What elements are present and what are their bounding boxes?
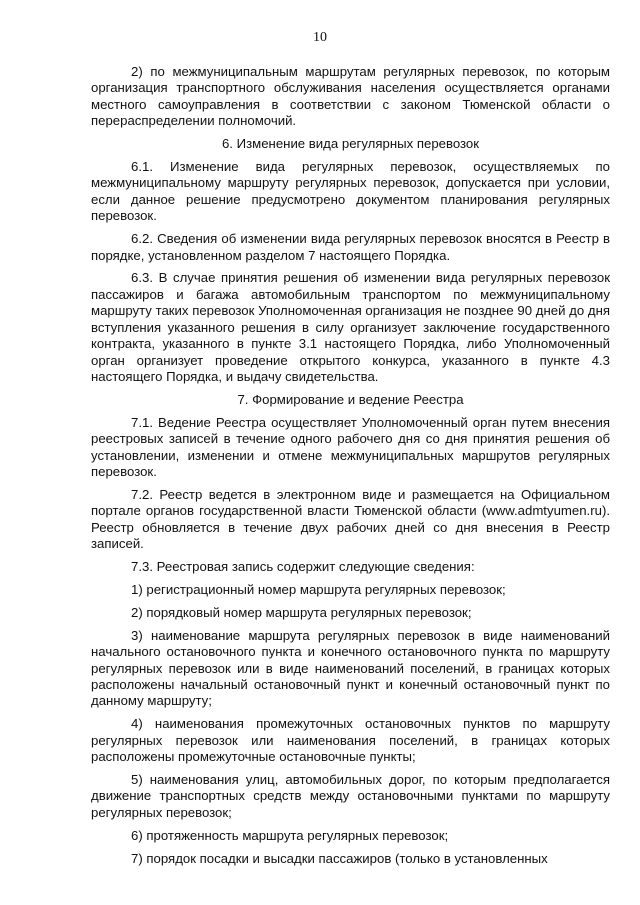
paragraph-7-3: 7.3. Реестровая запись содержит следующие сведения:	[131, 558, 475, 574]
page-number: 10	[313, 30, 327, 45]
paragraph-7-2: 7.2. Реестр ведется в электронном виде и размещается на Официальном портале органов государственной власти Тюменской области (www.admtyumen.ru). Реестр обновляется в течение двух рабочих дней со дня внесения в Реестр записей.	[91, 486, 610, 552]
list-item-5: 5) наименования улиц, автомобильных дорог, по которым предполагается движение транспортных средств между остановочными пунктами по маршруту регулярных перевозок;	[91, 771, 610, 820]
section-heading-6: 6. Изменение вида регулярных перевозок	[221, 136, 480, 152]
list-item-2: 2) порядковый номер маршрута регулярных перевозок;	[131, 604, 472, 620]
list-item-4: 4) наименования промежуточных остановочных пунктов по маршруту регулярных перевозок или наименования поселений, в границах которых расположены промежуточные остановочные пункты;	[91, 716, 610, 765]
paragraph-6-2: 6.2. Сведения об изменении вида регулярных перевозок вносятся в Реестр в порядке, установленном разделом 7 настоящего Порядка.	[91, 231, 610, 263]
paragraph-6-3: 6.3. В случае принятия решения об изменении вида регулярных перевозок пассажиров и багажа автомобильным транспортом по межмуниципальному маршруту таких перевозок Уполномоченная организация не позднее 90 дней до дня вступления указанного решения в силу организует заключение государственного контракта, указанного в пункте 3.1 настоящего Порядка, либо Уполномоченный орган организует проведение открытого конкурса, указанного в пункте 4.3 настоящего Порядка, и выдачу свидетельства.	[91, 270, 610, 384]
paragraph-item-2-municipal-routes: 2) по межмуниципальным маршрутам регулярных перевозок, по которым организация транспортного обслуживания населения осуществляется органами местного самоуправления в соответствии с законом Тюменской области о перераспределении полномочий.	[91, 64, 610, 129]
section-heading-7: 7. Формирование и ведение Реестра	[237, 391, 464, 407]
list-item-1: 1) регистрационный номер маршрута регулярных перевозок;	[131, 581, 506, 597]
list-item-7: 7) порядок посадки и высадки пассажиров (только в установленных	[131, 850, 548, 866]
list-item-3: 3) наименование маршрута регулярных перевозок в виде наименований начального остановочного пункта и конечного остановочного пункта по маршруту регулярных перевозок или в виде наименований поселений, в границах которых расположены начальный остановочный пункт и конечный остановочный пункт по данному маршруту;	[91, 627, 610, 709]
paragraph-7-1: 7.1. Ведение Реестра осуществляет Уполномоченный орган путем внесения реестровых записей в течение одного рабочего дня со дня принятия решения об установлении, изменении и отмене межмуниципальных маршрутов регулярных перевозок.	[91, 414, 610, 479]
list-item-6: 6) протяженность маршрута регулярных перевозок;	[131, 827, 449, 843]
document-body	[91, 64, 610, 873]
paragraph-6-1: 6.1. Изменение вида регулярных перевозок, осуществляемых по межмуниципальному маршруту регулярных перевозок, допускается при условии, если данное решение предусмотрено документом планирования регулярных перевозок.	[91, 159, 610, 224]
